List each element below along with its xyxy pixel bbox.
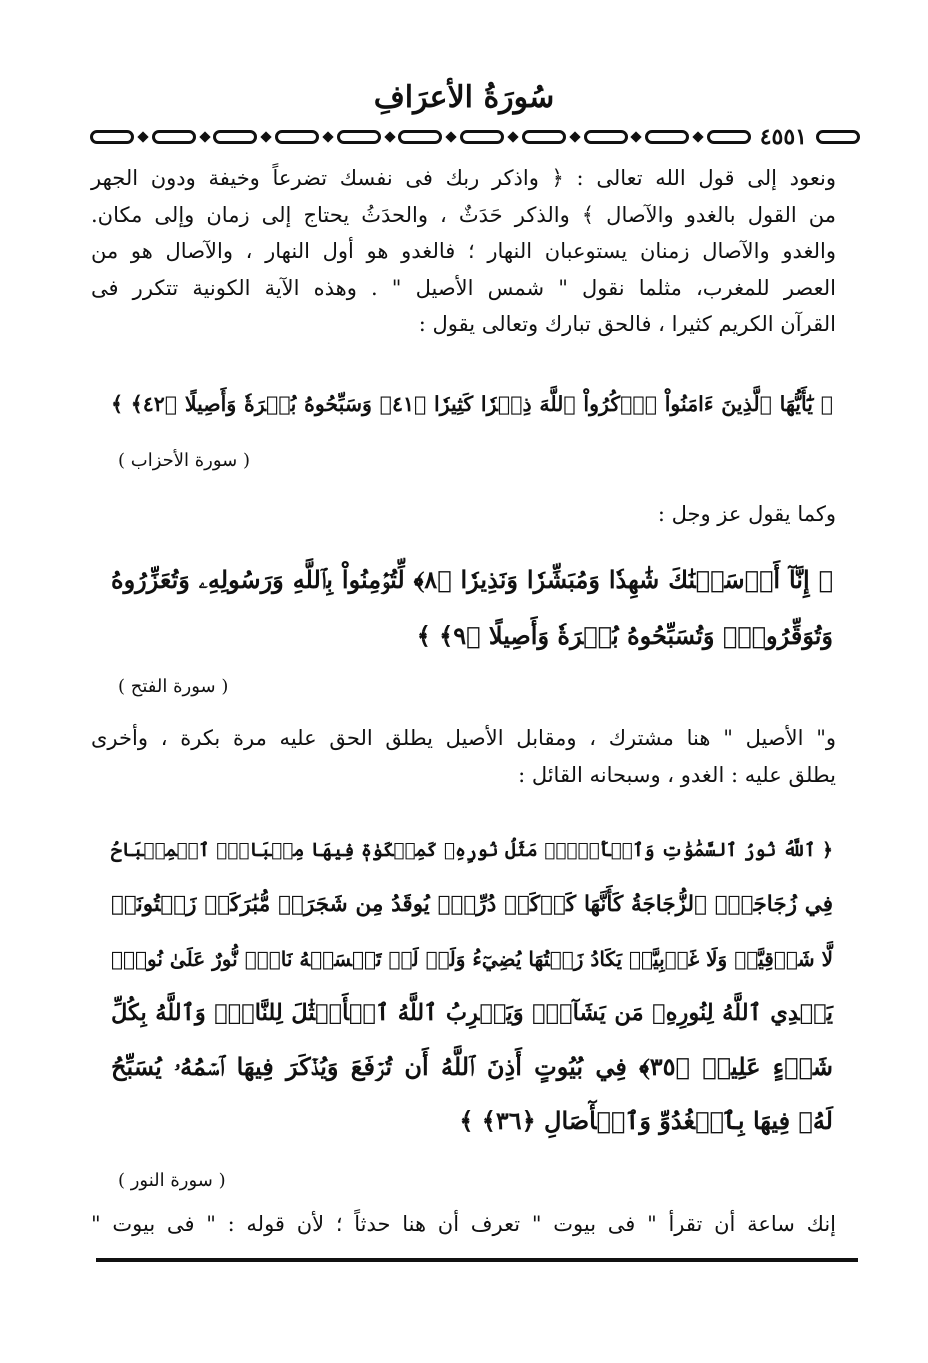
verse-line: وَتُوَقِّرُوهُۚ وَتُسَبِّحُوهُ بُكۡرَةٗ وَأَصِيلًا ﴿٩﴾ ﴾ <box>416 621 833 650</box>
chain-link-icon <box>460 130 504 144</box>
verse-line: ﴿ إِنَّآ أَرۡسَلۡنَٰكَ شَٰهِدٗا وَمُبَشِّرٗا وَنَذِيرٗا ﴿٨﴾ لِّتُؤۡمِنُواْ بِٱللَّهِ وَرَسُولِهِۦ وَتُعَزِّرُوهُ <box>111 565 833 594</box>
surah-reference: ( سورة النور ) <box>118 1170 226 1191</box>
verse-line: لَهُۥ فِيهَا بِٱلۡغُدُوِّ وَٱلۡأٓصَالِ ﴿٣٦﴾ ﴾ <box>459 1106 833 1135</box>
text-line: ونعود إلى قول الله تعالى : ﴿ واذكر ربك فى نفسك تضرعاً وخيفة ودون الجهر <box>91 166 836 190</box>
chain-link-icon <box>584 130 628 144</box>
diamond-icon <box>692 131 703 142</box>
paragraph-intro-2 <box>91 496 836 533</box>
verse-line: ﴿ يَٰٓأَيُّهَا ٱلَّذِينَ ءَامَنُواْ ٱذۡكُرُواْ ٱللَّهَ ذِكۡرٗا كَثِيرٗا ﴿٤١﴾ وَسَبِّحُوهُ بُكۡرَةٗ وَأَصِيلًا ﴿٤٢﴾ ﴾ <box>111 392 833 416</box>
chain-link-icon <box>645 130 689 144</box>
diamond-icon <box>322 131 333 142</box>
surah-reference: ( سورة الفتح ) <box>118 676 229 697</box>
text-line: القرآن الكريم كثيرا ، فالحق تبارك وتعالى يقول : <box>418 312 836 336</box>
diamond-icon <box>199 131 210 142</box>
page-number: ٤٥٥١ <box>759 124 807 150</box>
paragraph-intro <box>91 160 836 343</box>
chain-link-icon <box>522 130 566 144</box>
chain-link-icon <box>398 130 442 144</box>
chain-link-icon <box>213 130 257 144</box>
text-line: إنك ساعة أن تقرأ " فى بيوت " تعرف أن هنا حدثاً ؛ لأن قوله : " فى بيوت " <box>91 1212 836 1236</box>
bottom-divider <box>96 1258 858 1262</box>
text-line: والغدو والآصال زمنان يستوعبان النهار ؛ فالغدو هو أول النهار ، والآصال هو من <box>91 239 836 263</box>
diamond-icon <box>631 131 642 142</box>
ornamental-border <box>90 124 860 150</box>
verse-line: ﴿ ٱللَّهُ نُورُ ٱلسَّمَٰوَٰتِ وَٱلۡأَرۡضِۚ مَثَلُ نُورِهِۦ كَمِشۡكَوٰةٖ فِيهَا مِصۡبَاحٌۖ ٱلۡمِصۡبَاحُ <box>111 840 833 861</box>
chain-link-icon <box>816 130 860 144</box>
chain-link-icon <box>90 130 134 144</box>
diamond-icon <box>507 131 518 142</box>
surah-reference: ( سورة الأحزاب ) <box>118 450 250 471</box>
text-line: و" الأصيل " هنا مشترك ، ومقابل الأصيل يطلق الحق عليه مرة بكرة ، وأخرى <box>91 726 837 750</box>
diamond-icon <box>261 131 272 142</box>
quran-verse-nur <box>111 824 833 1148</box>
quran-verse-fath <box>111 552 833 664</box>
text-line: العصر للمغرب، مثلما نقول " شمس الأصيل " . وهذه الآية الكونية تتكرر فى <box>91 275 836 300</box>
chain-link-icon <box>707 130 751 144</box>
chain-link-icon <box>275 130 319 144</box>
page-title: سُورَةُ الأعرَافِ <box>373 80 555 115</box>
verse-line: شَيۡءٍ عَلِيمٞ ﴿٣٥﴾ فِي بُيُوتٍ أَذِنَ ٱللَّهُ أَن تُرۡفَعَ وَيُذۡكَرَ فِيهَا ٱسۡمُهُۥ يُسَبِّحُ <box>111 1052 833 1081</box>
quran-verse-ahzab <box>111 382 833 426</box>
verse-line: فِي زُجَاجَةٍۖ ٱلزُّجَاجَةُ كَأَنَّهَا كَوۡكَبٞ دُرِّيّٞ يُوقَدُ مِن شَجَرَةٖ مُّبَٰرَكَةٖ زَيۡتُونَةٖ <box>111 892 833 917</box>
verse-line: لَّا شَرۡقِيَّةٖ وَلَا غَرۡبِيَّةٖ يَكَادُ زَيۡتُهَا يُضِيٓءُ وَلَوۡ لَمۡ تَمۡسَسۡهُ نَارٞۚ نُّورٌ عَلَىٰ نُورٖۚ <box>111 947 833 971</box>
text-line: وكما يقول عز وجل : <box>657 502 836 526</box>
text-line: يطلق عليه : الغدو ، وسبحانه القائل : <box>518 762 836 787</box>
paragraph-final <box>91 1206 836 1243</box>
diamond-icon <box>137 131 148 142</box>
diamond-icon <box>569 131 580 142</box>
text-line: من القول بالغدو والآصال ﴾ والذكر حَدَثٌ ، والحدَثُ يحتاج إلى زمان وإلى مكان. <box>91 202 836 227</box>
diamond-icon <box>384 131 395 142</box>
chain-link-icon <box>152 130 196 144</box>
paragraph-asil <box>91 720 836 793</box>
chain-link-icon <box>337 130 381 144</box>
verse-line: يَهۡدِي ٱللَّهُ لِنُورِهِۦ مَن يَشَآءُۚ وَيَضۡرِبُ ٱللَّهُ ٱلۡأَمۡثَٰلَ لِلنَّاسِۗ وَٱللَّهُ بِكُلِّ <box>111 1000 833 1026</box>
diamond-icon <box>446 131 457 142</box>
